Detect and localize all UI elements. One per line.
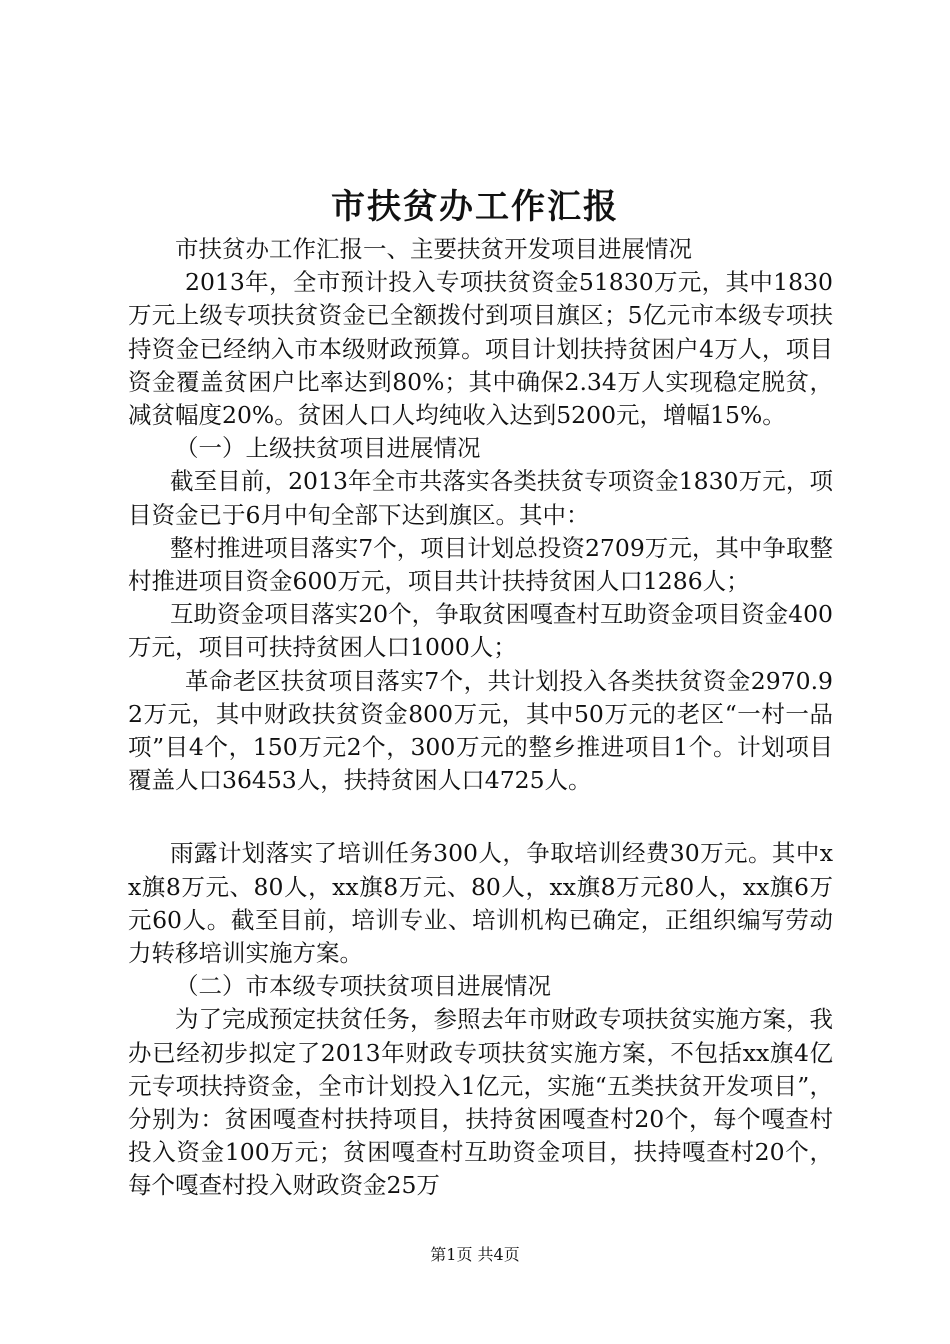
paragraph-mutual-aid: 互助资金项目落实20个，争取贫困嘎查村互助资金项目资金400万元，项目可扶持贫困人口1000人； [128, 600, 833, 662]
document-body [128, 233, 833, 1203]
paragraph-old-revolutionary-areas: 革命老区扶贫项目落实7个，共计划投入各类扶贫资金2970.92万元，其中财政扶贫资金800万元，其中50万元的老区“一村一品项”目4个，150万元2个，300万元的整乡推进项目1个。计划项目覆盖人口36453人，扶持贫困人口4725人。 [128, 666, 833, 795]
section-heading-upper-level: （一）上级扶贫项目进展情况 [175, 434, 481, 463]
paragraph-village-projects: 整村推进项目落实7个，项目计划总投资2709万元，其中争取整村推进项目资金600万元，项目共计扶持贫困人口1286人； [128, 533, 833, 596]
paragraph-funds-summary: 截至目前，2013年全市共落实各类扶贫专项资金1830万元，项目资金已于6月中旬全部下达到旗区。其中： [128, 467, 833, 529]
page-number-footer: 第1页 共4页 [430, 1245, 520, 1264]
paragraph-overview: 2013年，全市预计投入专项扶贫资金51830万元，其中1830万元上级专项扶贫资金已全额拨付到项目旗区；5亿元市本级专项扶持资金已经纳入市本级财政预算。项目计划扶持贫困户4万人，项目资金覆盖贫困户比率达到80%；其中确保2.34万人实现稳定脱贫，减贫幅度20%。贫困人口人均纯收入达到5200元，增幅15%。 [128, 268, 833, 430]
paragraph-yulu-plan: 雨露计划落实了培训任务300人，争取培训经费30万元。其中xx旗8万元、80人，xx旗8万元、80人，xx旗8万元80人，xx旗6万元60人。截至目前，培训专业、培训机构已确定，正组织编写劳动力转移培训实施方案。 [128, 839, 833, 968]
section-heading-city-level: （二）市本级专项扶贫项目进展情况 [175, 972, 551, 1001]
blank-line [128, 797, 833, 837]
paragraph-intro-heading: 市扶贫办工作汇报一、主要扶贫开发项目进展情况 [175, 235, 692, 263]
paragraph-city-plan: 为了完成预定扶贫任务，参照去年市财政专项扶贫实施方案，我办已经初步拟定了2013年财政专项扶贫实施方案，不包括xx旗4亿元专项扶持资金，全市计划投入1亿元，实施“五类扶贫开发项目”，分别为：贫困嘎查村扶持项目，扶持贫困嘎查村20个，每个嘎查村投入资金100万元；贫困嘎查村互助资金项目，扶持嘎查村20个，每个嘎查村投入财政资金25万 [128, 1005, 833, 1200]
document-title: 市扶贫办工作汇报 [331, 187, 619, 227]
